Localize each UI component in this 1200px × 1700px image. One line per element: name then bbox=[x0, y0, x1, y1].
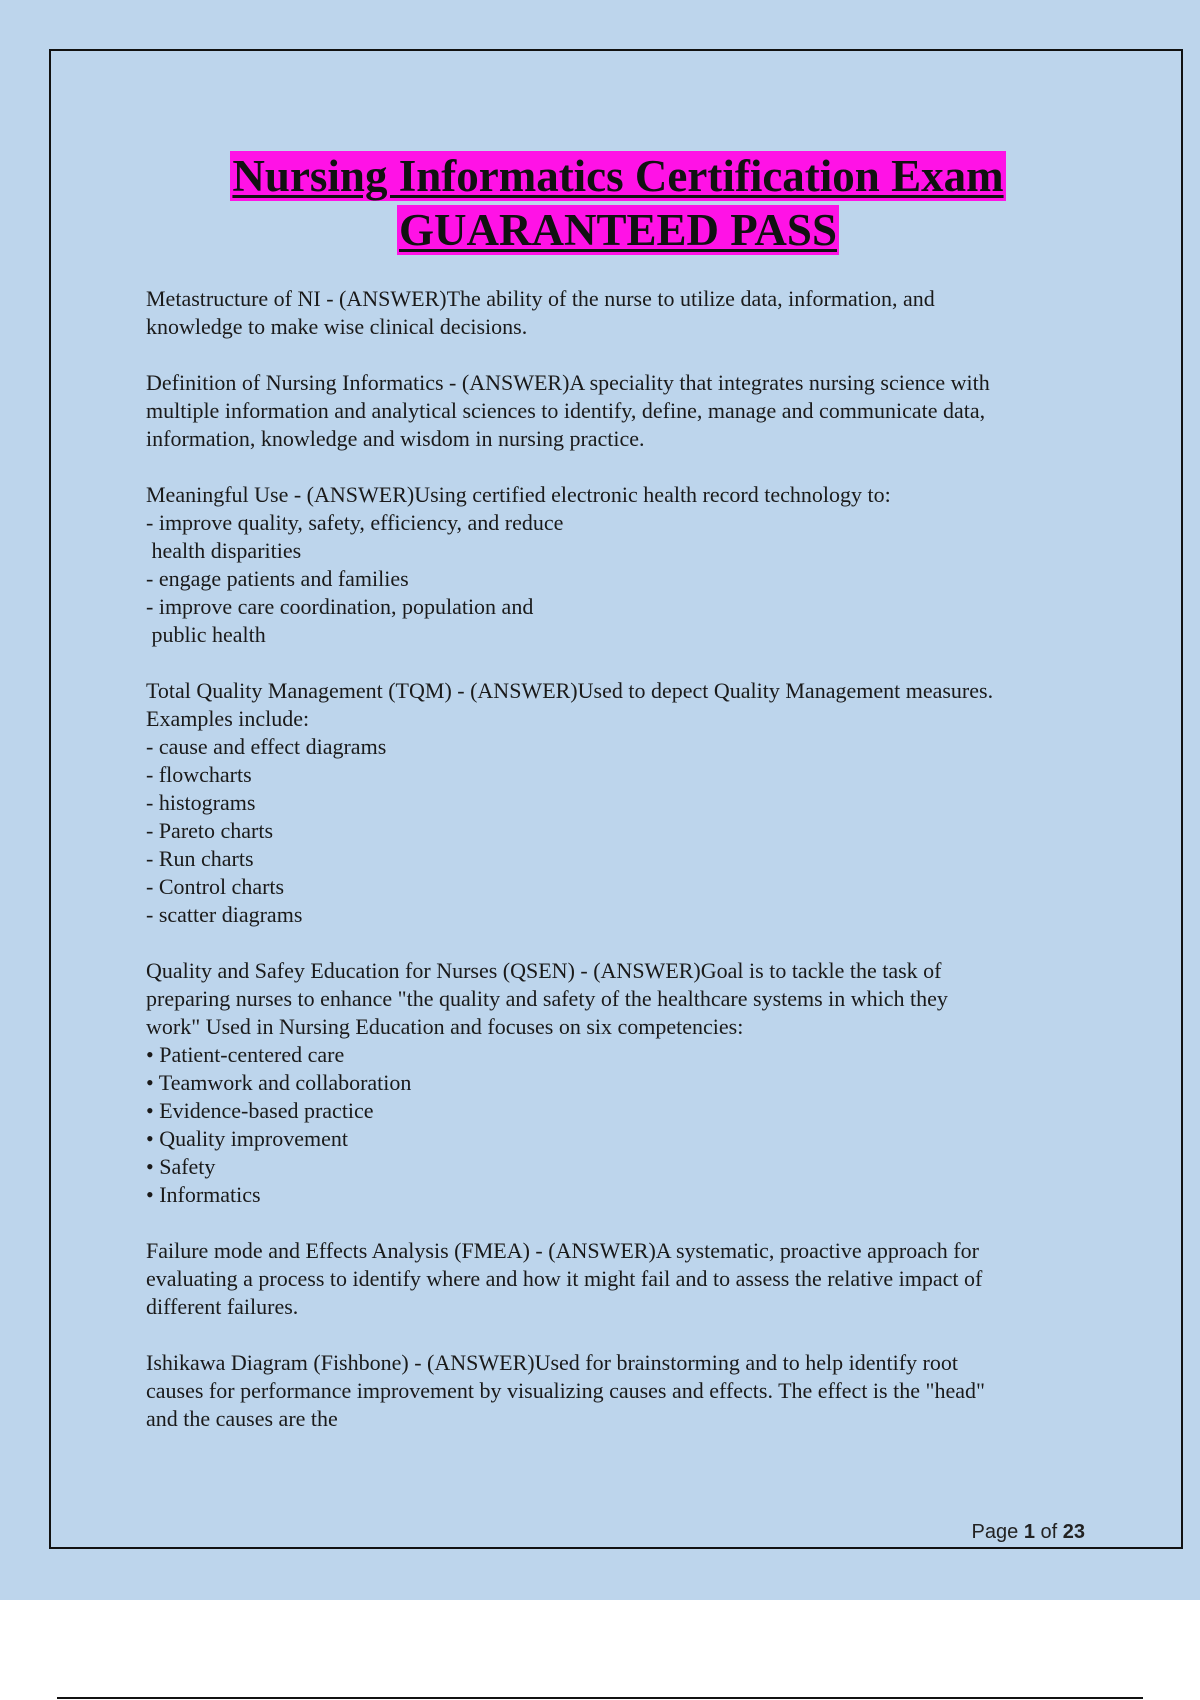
qa-term: Failure mode and Effects Analysis (FMEA) - (ANSWER) bbox=[146, 1238, 656, 1263]
qa-answer-line: public health bbox=[146, 622, 266, 647]
qa-answer-line: - scatter diagrams bbox=[146, 902, 303, 927]
qa-answer-line: - improve quality, safety, efficiency, and reduce bbox=[146, 510, 564, 535]
qa-answer-line: and the causes are the bbox=[146, 1406, 338, 1431]
qa-answer-line: preparing nurses to enhance "the quality and safety of the healthcare systems in which they bbox=[146, 986, 948, 1011]
qa-answer-line: health disparities bbox=[146, 538, 302, 563]
qa-answer-line: - cause and effect diagrams bbox=[146, 734, 387, 759]
qa-answer-line: - flowcharts bbox=[146, 762, 252, 787]
qa-entry bbox=[146, 1349, 1136, 1433]
qa-answer-line: - Run charts bbox=[146, 846, 254, 871]
qa-entry bbox=[146, 957, 1136, 1209]
qa-answer-line: work" Used in Nursing Education and focuses on six competencies: bbox=[146, 1014, 744, 1039]
title-line-2: GUARANTEED PASS bbox=[399, 205, 837, 255]
qa-answer-line: - histograms bbox=[146, 790, 256, 815]
document-body bbox=[146, 285, 1136, 1461]
qa-answer-line: - improve care coordination, population and bbox=[146, 594, 534, 619]
qa-term: Ishikawa Diagram (Fishbone) - (ANSWER) bbox=[146, 1350, 535, 1375]
qa-term: Total Quality Management (TQM) - (ANSWER) bbox=[146, 678, 578, 703]
page-total: 23 bbox=[1062, 1521, 1085, 1543]
qa-answer-line: evaluating a process to identify where and how it might fail and to assess the relative impact of bbox=[146, 1266, 983, 1291]
qa-term: Metastructure of NI - (ANSWER) bbox=[146, 286, 447, 311]
qa-term-line bbox=[146, 957, 1136, 985]
qa-answer-line: multiple information and analytical sciences to identify, define, manage and communicate data, bbox=[146, 398, 986, 423]
document-title bbox=[51, 149, 1185, 257]
qa-term-line bbox=[146, 481, 1136, 509]
qa-term-line bbox=[146, 1237, 1136, 1265]
qa-term-line bbox=[146, 285, 1136, 313]
qa-answer-line: • Informatics bbox=[146, 1182, 261, 1207]
qa-answer-line: causes for performance improvement by visualizing causes and effects. The effect is the "head" bbox=[146, 1378, 985, 1403]
qa-term-line bbox=[146, 369, 1136, 397]
qa-answer-text: Using certified electronic health record technology to: bbox=[414, 482, 891, 507]
qa-term: Quality and Safey Education for Nurses (QSEN) - (ANSWER) bbox=[146, 958, 701, 983]
page-label: Page bbox=[971, 1521, 1019, 1543]
qa-answer-line: • Teamwork and collaboration bbox=[146, 1070, 412, 1095]
qa-answer-line: - Control charts bbox=[146, 874, 285, 899]
qa-term: Meaningful Use - (ANSWER) bbox=[146, 482, 415, 507]
title-line-1: Nursing Informatics Certification Exam bbox=[232, 151, 1004, 201]
qa-answer-text: A speciality that integrates nursing science with bbox=[569, 370, 990, 395]
qa-term: Definition of Nursing Informatics - (ANSWER) bbox=[146, 370, 570, 395]
qa-answer-line: • Patient-centered care bbox=[146, 1042, 345, 1067]
qa-answer-text: Used to depect Quality Management measures. bbox=[577, 678, 994, 703]
qa-entry bbox=[146, 677, 1136, 929]
qa-term-line bbox=[146, 1349, 1136, 1377]
qa-answer-line: • Quality improvement bbox=[146, 1126, 348, 1151]
qa-answer-text: Used for brainstorming and to help identify root bbox=[534, 1350, 958, 1375]
qa-entry bbox=[146, 285, 1136, 341]
page-current: 1 bbox=[1023, 1521, 1035, 1543]
qa-entry bbox=[146, 369, 1136, 453]
qa-answer-line: Examples include: bbox=[146, 706, 310, 731]
qa-answer-line: • Evidence-based practice bbox=[146, 1098, 374, 1123]
qa-answer-line: - engage patients and families bbox=[146, 566, 409, 591]
qa-answer-line: • Safety bbox=[146, 1154, 216, 1179]
qa-answer-line: information, knowledge and wisdom in nursing practice. bbox=[146, 426, 645, 451]
page-number bbox=[972, 1521, 1085, 1544]
qa-entry bbox=[146, 481, 1136, 649]
qa-term-line bbox=[146, 677, 1136, 705]
qa-answer-text: A systematic, proactive approach for bbox=[655, 1238, 979, 1263]
qa-answer-text: The ability of the nurse to utilize data, information, and bbox=[446, 286, 935, 311]
qa-entry bbox=[146, 1237, 1136, 1321]
document-page bbox=[49, 49, 1183, 1549]
next-page-top-rule bbox=[57, 1697, 1143, 1699]
qa-answer-text: Goal is to tackle the task of bbox=[700, 958, 942, 983]
qa-answer-line: - Pareto charts bbox=[146, 818, 274, 843]
qa-answer-line: knowledge to make wise clinical decisions. bbox=[146, 314, 528, 339]
page-of: of bbox=[1040, 1521, 1058, 1543]
qa-answer-line: different failures. bbox=[146, 1294, 299, 1319]
